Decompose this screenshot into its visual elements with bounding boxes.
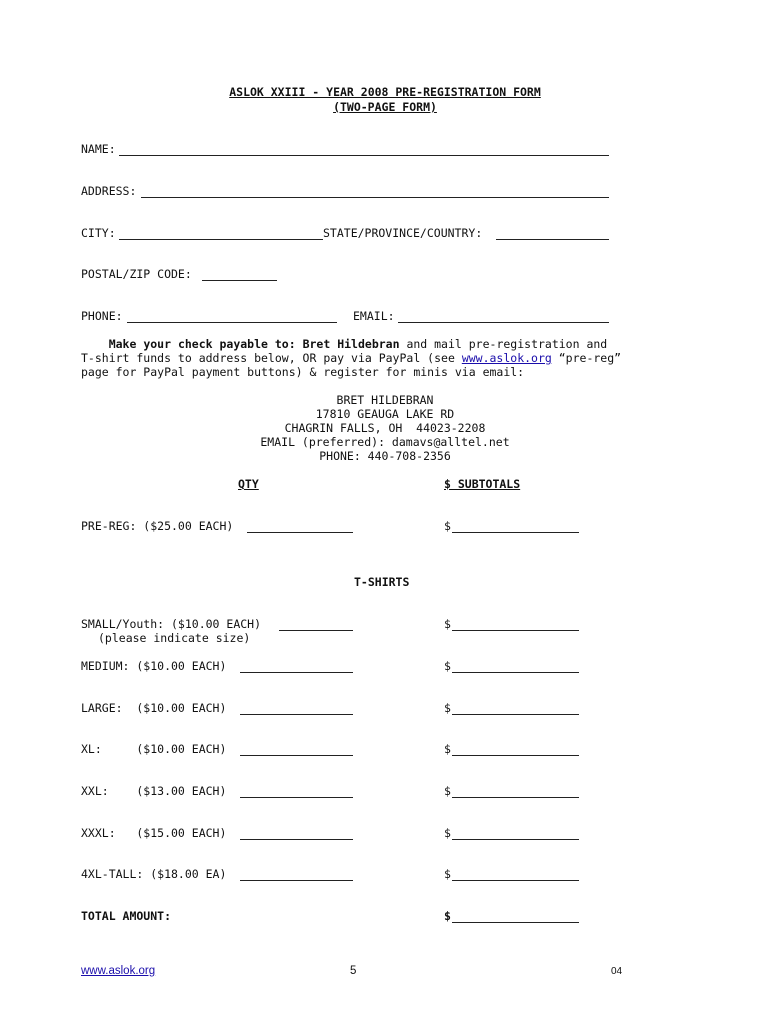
name-label: NAME:: [81, 142, 116, 156]
tshirt-xxxl-label: XXXL: ($15.00 EACH): [81, 826, 227, 840]
address-name: BRET HILDEBRAN: [336, 393, 434, 407]
tshirt-large-label: LARGE: ($10.00 EACH): [81, 701, 227, 715]
instructions-line1: [81, 337, 607, 351]
tshirt-xxl-dollar: $: [444, 784, 451, 798]
tshirt-xl-subtotal-field[interactable]: [452, 755, 579, 756]
tshirt-xl-qty-field[interactable]: [240, 755, 353, 756]
instructions-text1: and mail pre-registration and: [399, 337, 608, 351]
payee-name: Bret Hildebran: [302, 337, 400, 351]
prereg-label: PRE-REG: ($25.00 EACH): [81, 519, 234, 533]
address-field[interactable]: [141, 197, 609, 198]
tshirt-medium-qty-field[interactable]: [240, 672, 353, 673]
email-label: EMAIL:: [353, 309, 395, 323]
tshirt-xxl-subtotal-field[interactable]: [452, 797, 579, 798]
tshirt-xxxl-subtotal-field[interactable]: [452, 839, 579, 840]
name-field[interactable]: [119, 155, 609, 156]
address-email: EMAIL (preferred): damavs@alltel.net: [260, 435, 510, 449]
state-label: STATE/PROVINCE/COUNTRY:: [323, 226, 483, 240]
tshirt-4xl-qty-field[interactable]: [240, 880, 353, 881]
tshirt-small-qty-field[interactable]: [279, 630, 353, 631]
postal-label: POSTAL/ZIP CODE:: [81, 267, 192, 281]
tshirt-4xl-label: 4XL-TALL: ($18.00 EA): [81, 867, 227, 881]
footer-page-number: 5: [350, 965, 357, 977]
city-label: CITY:: [81, 226, 116, 240]
total-dollar: $: [444, 909, 451, 923]
tshirts-heading: T-SHIRTS: [354, 575, 410, 589]
address-street: 17810 GEAUGA LAKE RD: [315, 407, 455, 421]
tshirt-large-dollar: $: [444, 701, 451, 715]
tshirt-xl-label: XL: ($10.00 EACH): [81, 742, 227, 756]
phone-field[interactable]: [127, 322, 337, 323]
instructions-lead: Make your check payable to:: [108, 337, 296, 351]
tshirt-medium-dollar: $: [444, 659, 451, 673]
tshirt-4xl-subtotal-field[interactable]: [452, 880, 579, 881]
instructions-line2-post: “pre-reg”: [551, 351, 622, 365]
form-subtitle: (TWO-PAGE FORM): [333, 100, 437, 114]
address-label: ADDRESS:: [81, 184, 137, 198]
tshirt-xxxl-dollar: $: [444, 826, 451, 840]
tshirt-medium-subtotal-field[interactable]: [452, 672, 579, 673]
tshirt-large-qty-field[interactable]: [240, 714, 353, 715]
subtotals-heading: $ SUBTOTALS: [444, 477, 521, 491]
instructions-line3: page for PayPal payment buttons) & register for minis via email:: [81, 365, 525, 379]
address-phone: PHONE: 440-708-2356: [319, 449, 451, 463]
email-field[interactable]: [398, 322, 609, 323]
tshirt-medium-label: MEDIUM: ($10.00 EACH): [81, 659, 227, 673]
form-title: ASLOK XXIII - YEAR 2008 PRE-REGISTRATION FORM: [229, 85, 541, 99]
prereg-dollar: $: [444, 519, 451, 533]
prereg-qty-field[interactable]: [247, 532, 353, 533]
tshirt-xl-dollar: $: [444, 742, 451, 756]
tshirt-large-subtotal-field[interactable]: [452, 714, 579, 715]
tshirt-xxl-label: XXL: ($13.00 EACH): [81, 784, 227, 798]
instructions-line2-pre: T-shirt funds to address below, OR pay via PayPal (see: [81, 351, 462, 365]
instructions-line2: [81, 351, 621, 365]
state-field[interactable]: [496, 239, 609, 240]
prereg-subtotal-field[interactable]: [452, 532, 579, 533]
total-label: TOTAL AMOUNT:: [81, 909, 172, 923]
address-city: CHAGRIN FALLS, OH 44023-2208: [284, 421, 486, 435]
tshirt-4xl-dollar: $: [444, 867, 451, 881]
postal-field[interactable]: [202, 280, 277, 281]
footer-version: 04: [611, 966, 623, 977]
phone-label: PHONE:: [81, 309, 123, 323]
tshirt-small-subtotal-field[interactable]: [452, 630, 579, 631]
aslok-link[interactable]: www.aslok.org: [461, 351, 552, 365]
tshirt-small-dollar: $: [444, 617, 451, 631]
tshirt-small-note: (please indicate size): [98, 631, 251, 645]
qty-heading: QTY: [238, 477, 259, 491]
total-amount-field[interactable]: [452, 922, 579, 923]
footer-site-link[interactable]: www.aslok.org: [81, 965, 156, 977]
tshirt-small-label: SMALL/Youth: ($10.00 EACH): [81, 617, 262, 631]
tshirt-xxxl-qty-field[interactable]: [240, 839, 353, 840]
city-field[interactable]: [119, 239, 323, 240]
tshirt-xxl-qty-field[interactable]: [240, 797, 353, 798]
